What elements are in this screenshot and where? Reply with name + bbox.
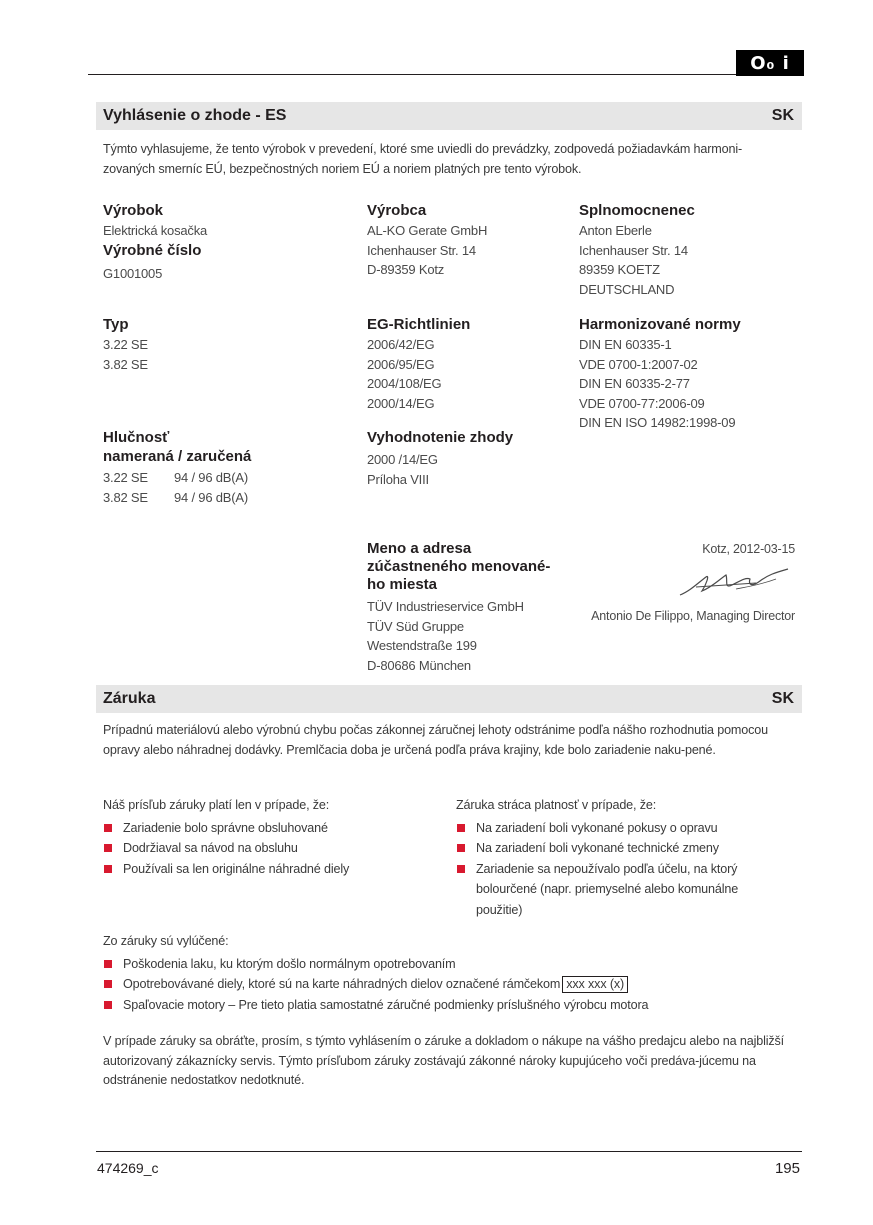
notified-body-line: Westendstraße 199 xyxy=(367,638,477,653)
bullet-icon xyxy=(457,844,465,852)
warranty-closing: V prípade záruky sa obráťte, prosím, s týmto vyhlásením o záruke a dokladom o nákupe na vášho predajcu alebo na najbližší autorizovaný zákaznícky servis. Týmto prísľubom záruky zostávajú zákonné nároky kupujúceho voči predáva-júcemu na odstránenie nedostatkov nedotknuté. xyxy=(103,1034,785,1087)
directive-line: 2006/95/EG xyxy=(367,356,435,372)
top-rule xyxy=(88,74,800,75)
list-item xyxy=(103,859,443,880)
noise-type: 3.82 SE xyxy=(103,489,148,505)
warranty-valid-heading: Náš prísľub záruky platí len v prípade, že: xyxy=(103,798,330,812)
list-item xyxy=(103,838,443,859)
standard-line: DIN EN ISO 14982:1998-09 xyxy=(579,415,736,430)
declaration-section-header xyxy=(96,102,802,130)
noise-sublabel: nameraná / zaručená xyxy=(103,448,252,465)
bullet-icon xyxy=(104,824,112,832)
standard-line: VDE 0700-77:2006-09 xyxy=(579,395,705,411)
bullet-icon xyxy=(457,865,465,873)
standard-line: VDE 0700-1:2007-02 xyxy=(579,356,698,372)
serial-value: G1001005 xyxy=(103,265,163,281)
list-item-text: Zariadenie sa nepoužívalo podľa účelu, na ktorý bolourčené (napr. priemyselné alebo komunálne použitie) xyxy=(476,861,739,917)
list-item xyxy=(103,995,793,1016)
product-block xyxy=(103,201,353,283)
list-item-text: Na zariadení boli vykonané technické zmeny xyxy=(476,841,719,855)
warranty-title: Záruka xyxy=(103,690,156,707)
manufacturer-line: Ichenhauser Str. 14 xyxy=(367,242,476,258)
list-item xyxy=(103,974,793,995)
bullet-icon xyxy=(104,960,112,968)
manufacturer-line: D-89359 Kotz xyxy=(367,262,445,277)
warranty-void-heading: Záruka stráca platnosť v prípade, že: xyxy=(456,798,657,812)
list-item xyxy=(456,859,756,921)
bullet-icon xyxy=(104,844,112,852)
list-item-text: Na zariadení boli vykonané pokusy o opravu xyxy=(476,820,718,835)
declaration-lang: SK xyxy=(771,107,794,124)
type-block xyxy=(103,315,353,374)
notified-body-label: ho miesta xyxy=(367,576,438,593)
info-badge-icon: O₀ i xyxy=(736,50,804,76)
warranty-void-list xyxy=(456,818,776,921)
type-line: 3.82 SE xyxy=(103,356,148,372)
warranty-intro: Prípadnú materiálovú alebo výrobnú chybu počas zákonnej záručnej lehoty odstránime podľa nášho rozhodnutia pomocou opravy alebo náhradnej dodávky. Premlčacia doba je určená podľa práva krajiny, kde bolo zariadenie naku-pené. xyxy=(103,723,768,757)
list-item xyxy=(103,954,793,975)
warranty-valid-list xyxy=(103,818,443,880)
type-line: 3.22 SE xyxy=(103,337,148,352)
standards-block xyxy=(579,315,799,433)
bullet-icon xyxy=(104,980,112,988)
notified-body-line: TÜV Industrieservice GmbH xyxy=(367,599,524,614)
manufacturer-label: Výrobca xyxy=(367,202,427,219)
warranty-lang: SK xyxy=(771,690,794,707)
bottom-rule xyxy=(96,1151,802,1152)
list-item xyxy=(456,838,776,859)
representative-block xyxy=(579,201,799,299)
manufacturer-line: AL-KO Gerate GmbH xyxy=(367,223,488,238)
warranty-excluded-heading: Zo záruky sú vylúčené: xyxy=(103,934,229,948)
directive-line: 2000/14/EG xyxy=(367,395,435,411)
directive-line: 2006/42/EG xyxy=(367,337,435,352)
representative-line: DEUTSCHLAND xyxy=(579,281,675,297)
conformity-block xyxy=(367,428,567,489)
doc-code: 474269_c xyxy=(97,1160,159,1176)
notified-body-label: Meno a adresa xyxy=(367,540,472,557)
list-item-text: Dodržiaval sa návod na obsluhu xyxy=(123,841,298,855)
noise-type: 3.22 SE xyxy=(103,470,148,485)
signature-icon xyxy=(676,565,796,603)
standards-label: Harmonizované normy xyxy=(579,316,741,333)
directives-block xyxy=(367,315,567,413)
conformity-line: 2000 /14/EG xyxy=(367,452,438,467)
notified-body-block xyxy=(367,540,577,675)
noise-block xyxy=(103,428,353,507)
list-item-text: Poškodenia laku, ku ktorým došlo normálnym opotrebovaním xyxy=(123,956,456,971)
warranty-valid-block xyxy=(103,796,443,879)
directives-label: EG-Richtlinien xyxy=(367,316,471,333)
notified-body-line: D-80686 München xyxy=(367,657,471,673)
product-label: Výrobok xyxy=(103,202,164,219)
list-item-text: Spaľovacie motory – Pre tieto platia samostatné záručné podmienky príslušného výrobcu motora xyxy=(123,997,649,1012)
noise-value: 94 / 96 dB(A) xyxy=(174,470,248,485)
noise-value: 94 / 96 dB(A) xyxy=(174,489,248,505)
list-item-text: Opotrebovávané diely, ktoré sú na karte náhradných dielov označené rámčekom xyxy=(123,977,561,991)
list-item-text: Používali sa len originálne náhradné diely xyxy=(123,861,350,876)
bullet-icon xyxy=(104,1001,112,1009)
manufacturer-block xyxy=(367,201,567,280)
list-item-text: Zariadenie bolo správne obsluhované xyxy=(123,820,328,835)
standard-line: DIN EN 60335-1 xyxy=(579,337,672,352)
conformity-line: Príloha VIII xyxy=(367,471,429,487)
representative-label: Splnomocnenec xyxy=(579,202,695,219)
bullet-icon xyxy=(457,824,465,832)
notified-body-line: TÜV Süd Gruppe xyxy=(367,618,464,634)
representative-line: 89359 KOETZ xyxy=(579,262,660,277)
warranty-excluded-list xyxy=(103,954,793,1016)
conformity-label: Vyhodnotenie zhody xyxy=(367,429,514,446)
bullet-icon xyxy=(104,865,112,873)
serial-label: Výrobné číslo xyxy=(103,241,202,259)
page-number: 195 xyxy=(774,1160,800,1177)
place-date: Kotz, 2012-03-15 xyxy=(702,542,795,556)
notified-body-label: zúčastneného menované- xyxy=(367,558,551,575)
directive-line: 2004/108/EG xyxy=(367,376,442,391)
noise-row xyxy=(103,488,353,508)
declaration-title: Vyhlásenie o zhode - ES xyxy=(103,107,287,124)
product-value: Elektrická kosačka xyxy=(103,223,208,238)
noise-row xyxy=(103,468,353,488)
standard-line: DIN EN 60335-2-77 xyxy=(579,376,690,391)
type-label: Typ xyxy=(103,316,129,333)
noise-label: Hlučnosť xyxy=(103,429,170,446)
warranty-void-block xyxy=(456,796,776,920)
warranty-excluded-block xyxy=(103,932,793,1015)
representative-line: Anton Eberle xyxy=(579,223,652,238)
declaration-intro: Týmto vyhlasujeme, že tento výrobok v prevedení, ktoré sme uviedli do prevádzky, zodpovedá požiadavkám harmoni-zovaných smerníc EÚ, bezpečnostných noriem EÚ a noriem platných pre tento výrobok. xyxy=(103,142,743,176)
list-item xyxy=(103,818,443,839)
boxed-code: xxx xxx (x) xyxy=(562,976,628,993)
representative-line: Ichenhauser Str. 14 xyxy=(579,242,688,258)
list-item xyxy=(456,818,776,839)
signatory: Antonio De Filippo, Managing Director xyxy=(591,609,795,623)
warranty-section-header xyxy=(96,685,802,713)
